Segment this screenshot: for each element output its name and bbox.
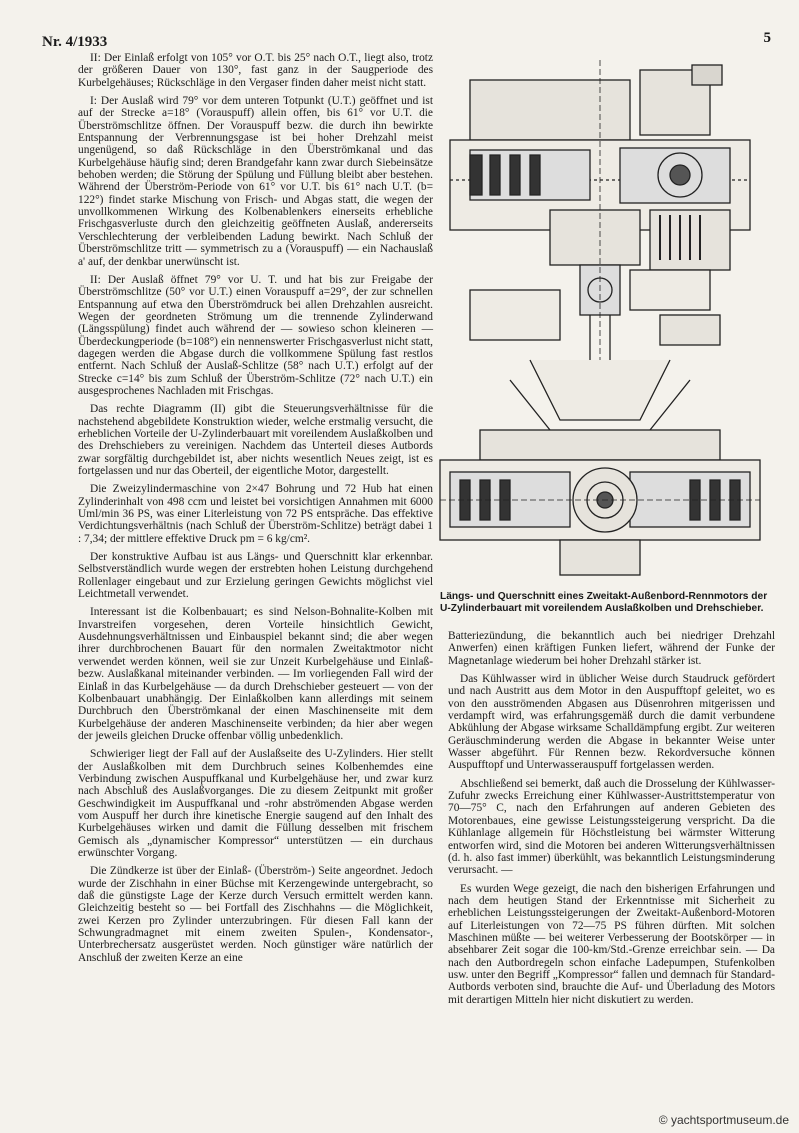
paragraph: Das Kühlwasser wird in üblicher Weise durch Staudruck gefördert und nach Austritt aus dem Motor in den Auspufftopf geleitet, wo es von den ausströmenden Abgasen aus Düsenrohren mitgerissen und verdampft wird, was erfahrungsgemäß durch die damit verbundene Abkühlung der Abgase wirksame Schalldämpfung ergibt. Zur weiteren Geräuschminderung werden die Abgase in bekannter Weise unter Wasser abgeführt. Für Rennen bezw. Rekordversuche können Auspufftopf und Unterwasserauspuff fortgelassen werden. — [448, 673, 775, 772]
paragraph: Batteriezündung, die bekanntlich auch bei niedriger Drehzahl Anwerfen) einen kräftigen Funken liefert, während der Funke der Magnetanlage wiederum bei hoher Drehzahl stärker ist. — [448, 630, 775, 667]
engine-cross-section-figure — [430, 60, 780, 585]
paragraph: Die Zweizylindermaschine von 2×47 Bohrung und 72 Hub hat einen Zylinderinhalt von 498 ccm und leistet bei vorsichtigen Annahmen mit 6000 Uml/min 36 PS, was einer Literleistung von 72 PS entspräche. Das effektive Verdichtungsverhältnis (nach Schluß der Überström-Schlitze) beträgt dabei 1 : 7,34; der mittlere effektive Druck pm = 6 kg/cm². — [78, 483, 433, 545]
watermark: © yachtsportmuseum.de — [658, 1113, 789, 1127]
paragraph: Der konstruktive Aufbau ist aus Längs- und Querschnitt klar erkennbar. Selbstverständlich wurde wegen der erstrebten hohen Leistung durchgehend Rollenlager eingebaut und zur Erzielung geringen Gewichts möglichst viel Leichtmetall verwendet. — [78, 551, 433, 601]
paragraph: Das rechte Diagramm (II) gibt die Steuerungsverhältnisse für die nachstehend abgebildete Konstruktion wieder, welche erstmalig versucht, die erheblichen Vorteile der U-Zylinderbauart mit voreilendem Auslaßkolben und des Drehschiebers zu vereinigen. Nachdem das Unterteil dieses Autbords zwar sorgfältig durchgebildet ist, aber nichts wesentlich Neues zeigt, ist es fortgelassen und nur das Oberteil, der eigentliche Motor, dargestellt. — [78, 403, 433, 477]
page-number: 5 — [763, 30, 771, 46]
left-text-column — [78, 52, 433, 970]
right-text-column — [448, 630, 775, 1012]
paragraph: I: Der Auslaß wird 79° vor dem unteren Totpunkt (U.T.) geöffnet und ist auf der Strecke a=18° (Vorauspuff) allein offen, bis 61° vor U.T. die Überströmschlitze öffnen. Der Vorauspuff bezw. die durch ihn bewirkte Entspannung der Verbrennungsgase ist bei hoher Drehzahl meist ungenügend, so daß Rückschläge in den Überströmkanal und das Kurbelgehäuse häufig sind; deren Brandgefahr kann zwar durch Siebeinsätze behoben werden; die Störung der Spülung und Füllung bleibt aber bestehen. Während der Überström-Periode von 61° vor U.T. bis 61° nach U.T. (b= 122°) findet starke Mischung von Frisch- und Abgas statt, die wegen der unvollkommenen Wirkung des Kolbenablenkers einerseits erhebliche Frischgasverluste durch den gleichzeitig geöffneten Auslaß, andererseits Verschlechterung der verbleibenden Ladung bewirkt. Nach Schluß der Überströmschlitze tritt — symmetrisch zu a (Vorauspuff) — ein Nachauslaß a' auf, der denkbar unerwünscht ist. — [78, 95, 433, 268]
paragraph: II: Der Auslaß öffnet 79° vor U. T. und hat bis zur Freigabe der Überströmschlitze (50° vor U.T.) einen Vorauspuff a=29°, der zur schnellen Entspannung auf etwa den Überströmdruck bei allen Drehzahlen ausreicht. Wegen der geordneten Strömung um die trennende Zylinderwand (Längsspülung) findet auch während der — sowieso schon kleineren — Überdeckungperiode (b=108°) ein nennenswerter Frischgasverlust nicht statt, dagegen werden die Abgase durch die vollkommene Spülung fast restlos entfernt. Nach Schluß der Auslaß-Schlitze (58° nach U.T.) erfolgt auf der Strecke c=14° bis zum Schluß der Überström-Schlitze (72° nach U.T.) ein ausgesprochenes Nachladen mit Frischgas. — [78, 273, 433, 397]
issue-number: Nr. 4/1933 — [42, 34, 108, 50]
paragraph: Es wurden Wege gezeigt, die nach den bisherigen Erfahrungen und nach dem heutigen Stand der Erkenntnisse mit Sicherheit zu erheblichen Leistungssteigerungen der Zweitakt-Außenbord-Motoren auf Literleistungen von 72—75 PS führen dürften. Mit solchen Maschinen müßte — bei weiterer Verbesserung der Bootskörper — in absehbarer Zeit sogar die 100-km/Std.-Grenze erreichbar sein. — Da nach den Autbordregeln schon einfache Ladepumpen, Stufenkolben usw. unter den Begriff „Kompressor“ fallen und demnach für Standard-Autbords verboten sind, brauchte die Auf- und Überladung des Motors mit derartigen Mitteln hier nicht diskutiert zu werden. — [448, 882, 775, 1006]
paragraph: Interessant ist die Kolbenbauart; es sind Nelson-Bohnalite-Kolben mit Invarstreifen vorgesehen, deren Vorteile hinsichtlich Gewicht, Ausdehnungsverhältnissen und Einbauspiel bekannt sind; die aber wegen ihrer durchbrochenen Bauart für den normalen Zweitaktmotor nicht verwendet werden können, weil sie zur Unzeit Kurbelgehäuse und Einlaß- bezw. Auslaßkanal miteinander verbinden. — Im vorliegenden Fall wird der Einlaß in das Kurbelgehäuse — da durch Drehschieber gesteuert — von der Kolbenbauart unabhängig. Der Einlaßkolben kann allerdings mit seinem Durchbruch den Überströmkanal der einen Maschinenseite mit dem Kurbelgehäuse der anderen Maschinenseite verbinden; da hier aber wegen der jeweils gleichen Drucke offenbar völlig unbedenklich. — [78, 606, 433, 742]
paragraph: II: Der Einlaß erfolgt von 105° vor O.T. bis 25° nach O.T., liegt also, trotz der größeren Dauer von 130°, fast ganz in der Saugperiode des Kurbelgehäuses; Rückschläge in den Vergaser finden daher meist nicht statt. — [78, 52, 433, 89]
figure-caption: Längs- und Querschnitt eines Zweitakt-Außenbord-Rennmotors der U-Zylinderbauart mit voreilendem Auslaßkolben und Drehschieber. — [440, 591, 768, 614]
paragraph: Schwieriger liegt der Fall auf der Auslaßseite des U-Zylinders. Hier stellt der Auslaßkolben mit dem Durchbruch seines Kolbenhemdes eine Verbindung zwischen Auspuffkanal und Kurbelgehäuse her, und zwar kurz nach Abschluß des Auslaßvorganges. Die zu diesem Zeitpunkt mit großer Geschwindigkeit im Auspuffkanal und -rohr abströmenden Abgase werden vom Auspuff her durch ihre kinetische Energie saugend auf den Inhalt des Kurbelgehäuses wirken und damit die Füllung desselben mit frischem Gemisch als „dynamischer Kompressor“ unterstützen — ein durchaus erwünschter Vorgang. — [78, 748, 433, 859]
paragraph: Abschließend sei bemerkt, daß auch die Drosselung der Kühlwasser-Zufuhr zwecks Erreichung einer Kühlwasser-Austrittstemperatur von 70—75° C, nach den Erfahrungen auf anderen Gebieten des Motorenbaues, eine gewisse Leistungssteigerung verspricht. Da die Kühlanlage allgemein für Höchstleistung bei wärmster Witterung entworfen wird, sind die Motoren bei anderen Witterungsverhältnissen (d. h. also fast immer) überkühlt, was bekanntlich Leistungsminderung verursacht. — — [448, 777, 775, 877]
paragraph: Die Zündkerze ist über der Einlaß- (Überström-) Seite angeordnet. Jedoch wurde der Zischhahn in einer Büchse mit Kerzengewinde untergebracht, so daß die günstigste Lage der Kerze durch Versuch ermittelt werden kann. Gleichzeitig besteht so — bei Fortfall des Zischhahns — die Möglichkeit, zwei Kerzen pro Zylinder unterzubringen. Für diesen Fall kann der Schwungradmagnet mit einem zweiten Spulen-, Kondensator-, Unterbrechersatz ausgerüstet werden. Noch günstiger wäre natürlich der Anschluß der zweiten Kerze an eine — [78, 865, 433, 964]
